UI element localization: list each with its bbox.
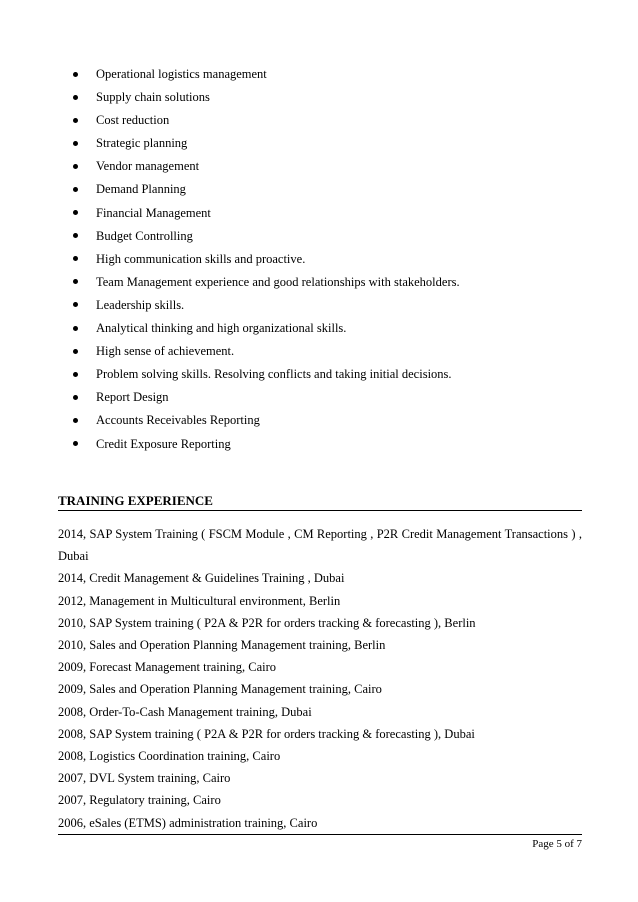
list-item — [0, 202, 638, 225]
list-item-text: High sense of achievement. — [96, 344, 235, 359]
page-number: Page 5 of 7 — [532, 838, 582, 850]
list-item-text: Supply chain solutions — [96, 90, 210, 105]
bullet-icon — [73, 418, 78, 423]
list-item — [0, 109, 638, 132]
list-item-text: Demand Planning — [96, 182, 186, 197]
bullet-icon — [73, 72, 78, 77]
bullet-icon — [73, 95, 78, 100]
list-item — [0, 340, 638, 363]
list-item — [0, 433, 638, 456]
training-entry: 2010, Sales and Operation Planning Management training, Berlin — [58, 638, 386, 652]
bullet-icon — [73, 326, 78, 331]
training-entry: 2014, SAP System Training ( FSCM Module , CM Reporting , P2R Credit Management Transactions ) , Dubai — [58, 527, 582, 564]
list-item-text: Cost reduction — [96, 113, 170, 128]
list-item-text: Report Design — [96, 390, 169, 405]
training-entry: 2008, SAP System training ( P2A & P2R for orders tracking & forecasting ), Dubai — [58, 726, 475, 741]
skills-list — [0, 63, 638, 456]
training-entry: 2010, SAP System training ( P2A & P2R for orders tracking & forecasting ), Berlin — [58, 615, 476, 630]
bullet-icon — [73, 233, 78, 238]
training-experience-heading: TRAINING EXPERIENCE — [58, 492, 582, 511]
list-item — [0, 86, 638, 109]
bullet-icon — [73, 349, 78, 354]
training-entry: 2008, Order-To-Cash Management training, Dubai — [58, 704, 312, 719]
training-entry: 2007, Regulatory training, Cairo — [58, 793, 221, 808]
list-item — [0, 271, 638, 294]
list-item — [0, 409, 638, 432]
bullet-icon — [73, 279, 78, 284]
bullet-icon — [73, 141, 78, 146]
training-entry: 2008, Logistics Coordination training, Cairo — [58, 749, 281, 764]
training-entry: 2007, DVL System training, Cairo — [58, 771, 231, 786]
bullet-icon — [73, 372, 78, 377]
list-item-text: Problem solving skills. Resolving conflicts and taking initial decisions. — [96, 367, 452, 382]
bullet-icon — [73, 256, 78, 261]
list-item-text: Operational logistics management — [96, 67, 267, 81]
list-item — [0, 155, 638, 178]
bullet-icon — [73, 210, 78, 215]
list-item-text: Leadership skills. — [96, 297, 185, 312]
bullet-icon — [73, 302, 78, 307]
list-item-text: Analytical thinking and high organizational skills. — [96, 321, 347, 336]
list-item — [0, 317, 638, 340]
list-item — [0, 225, 638, 248]
list-item-text: Strategic planning — [96, 136, 188, 151]
bullet-icon — [73, 441, 78, 446]
list-item — [0, 363, 638, 386]
bullet-icon — [73, 187, 78, 192]
list-item-text: Credit Exposure Reporting — [96, 436, 231, 451]
list-item — [0, 178, 638, 201]
list-item-text: High communication skills and proactive. — [96, 251, 306, 266]
list-item — [0, 386, 638, 409]
list-item-text: Financial Management — [96, 205, 211, 220]
list-item-text: Budget Controlling — [96, 228, 193, 243]
list-item — [0, 63, 638, 86]
list-item-text: Team Management experience and good relationships with stakeholders. — [96, 274, 460, 289]
bullet-icon — [73, 164, 78, 169]
bullet-icon — [73, 118, 78, 123]
training-list — [58, 523, 582, 834]
list-item-text: Vendor management — [96, 159, 200, 174]
list-item — [0, 248, 638, 271]
training-entry: 2006, eSales (ETMS) administration training, Cairo — [58, 815, 318, 830]
bullet-icon — [73, 395, 78, 400]
training-entry: 2012, Management in Multicultural environment, Berlin — [58, 593, 341, 608]
training-entry: 2009, Sales and Operation Planning Management training, Cairo — [58, 682, 382, 697]
list-item-text: Accounts Receivables Reporting — [96, 413, 260, 428]
training-entry: 2009, Forecast Management training, Cairo — [58, 660, 276, 675]
list-item — [0, 132, 638, 155]
list-item — [0, 294, 638, 317]
training-entry: 2014, Credit Management & Guidelines Training , Dubai — [58, 571, 345, 586]
footer-divider — [58, 834, 582, 835]
